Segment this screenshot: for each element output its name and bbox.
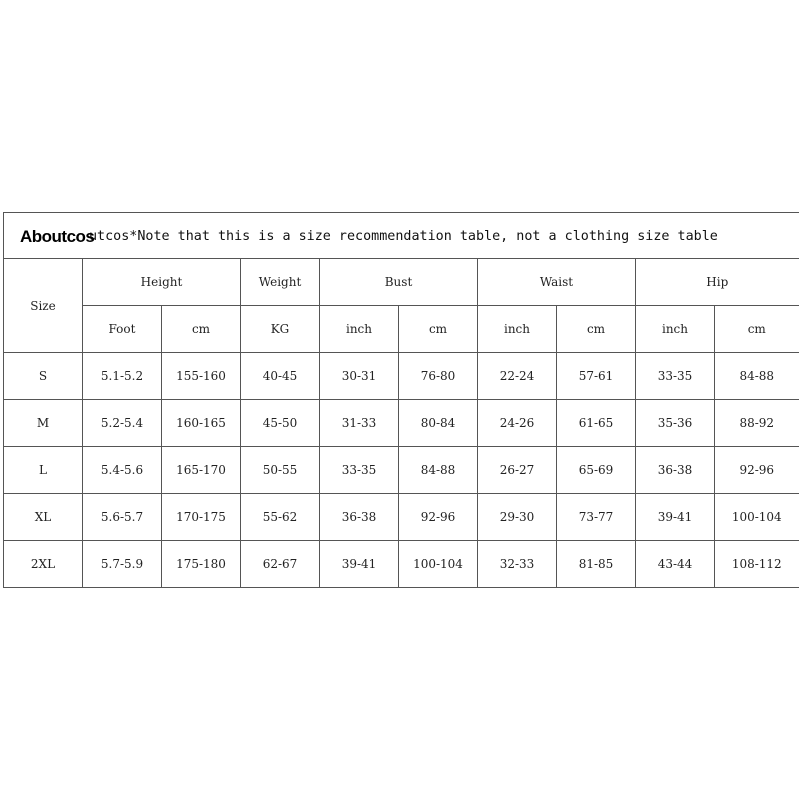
cell-bust-inch: 36-38 — [320, 494, 399, 541]
unit-height-foot: Foot — [83, 306, 162, 353]
cell-height-cm: 160-165 — [162, 400, 241, 447]
cell-bust-inch: 39-41 — [320, 541, 399, 588]
cell-waist-inch: 22-24 — [478, 353, 557, 400]
cell-waist-cm: 65-69 — [557, 447, 636, 494]
cell-size: L — [4, 447, 83, 494]
size-chart-table — [3, 212, 799, 588]
cell-hip-inch: 39-41 — [636, 494, 715, 541]
cell-kg: 45-50 — [241, 400, 320, 447]
cell-waist-inch: 26-27 — [478, 447, 557, 494]
unit-bust-inch: inch — [320, 306, 399, 353]
header-row-units — [4, 306, 799, 353]
header-hip: Hip — [636, 259, 799, 306]
table-row — [4, 447, 799, 494]
unit-height-cm: cm — [162, 306, 241, 353]
cell-waist-inch: 29-30 — [478, 494, 557, 541]
cell-bust-cm: 76-80 — [399, 353, 478, 400]
brand-logo: Aboutcos — [20, 227, 95, 246]
header-bust: Bust — [320, 259, 478, 306]
table-row — [4, 400, 799, 447]
cell-bust-cm: 84-88 — [399, 447, 478, 494]
unit-waist-inch: inch — [478, 306, 557, 353]
note-row — [4, 213, 799, 259]
cell-size: M — [4, 400, 83, 447]
cell-hip-inch: 35-36 — [636, 400, 715, 447]
header-height: Height — [83, 259, 241, 306]
cell-hip-cm: 100-104 — [715, 494, 799, 541]
cell-waist-cm: 57-61 — [557, 353, 636, 400]
unit-waist-cm: cm — [557, 306, 636, 353]
cell-bust-cm: 100-104 — [399, 541, 478, 588]
cell-hip-inch: 43-44 — [636, 541, 715, 588]
cell-height-cm: 155-160 — [162, 353, 241, 400]
cell-height-cm: 165-170 — [162, 447, 241, 494]
table-row — [4, 541, 799, 588]
cell-hip-inch: 36-38 — [636, 447, 715, 494]
cell-height-cm: 170-175 — [162, 494, 241, 541]
header-weight: Weight — [241, 259, 320, 306]
table-row — [4, 353, 799, 400]
table-row — [4, 494, 799, 541]
cell-foot: 5.4-5.6 — [83, 447, 162, 494]
cell-hip-inch: 33-35 — [636, 353, 715, 400]
cell-waist-cm: 61-65 — [557, 400, 636, 447]
cell-bust-inch: 30-31 — [320, 353, 399, 400]
cell-kg: 55-62 — [241, 494, 320, 541]
cell-foot: 5.7-5.9 — [83, 541, 162, 588]
cell-bust-cm: 80-84 — [399, 400, 478, 447]
cell-waist-inch: 32-33 — [478, 541, 557, 588]
note-text: utcos*Note that this is a size recommendation table, not a clothing size table — [89, 229, 718, 244]
cell-hip-cm: 108-112 — [715, 541, 799, 588]
unit-hip-inch: inch — [636, 306, 715, 353]
cell-foot: 5.2-5.4 — [83, 400, 162, 447]
cell-bust-cm: 92-96 — [399, 494, 478, 541]
unit-hip-cm: cm — [715, 306, 799, 353]
unit-weight-kg: KG — [241, 306, 320, 353]
cell-size: S — [4, 353, 83, 400]
cell-bust-inch: 31-33 — [320, 400, 399, 447]
cell-size: XL — [4, 494, 83, 541]
cell-foot: 5.6-5.7 — [83, 494, 162, 541]
cell-size: 2XL — [4, 541, 83, 588]
cell-foot: 5.1-5.2 — [83, 353, 162, 400]
cell-waist-cm: 73-77 — [557, 494, 636, 541]
cell-kg: 50-55 — [241, 447, 320, 494]
cell-kg: 62-67 — [241, 541, 320, 588]
cell-bust-inch: 33-35 — [320, 447, 399, 494]
note-cell — [4, 213, 799, 259]
cell-hip-cm: 84-88 — [715, 353, 799, 400]
cell-hip-cm: 92-96 — [715, 447, 799, 494]
cell-height-cm: 175-180 — [162, 541, 241, 588]
cell-kg: 40-45 — [241, 353, 320, 400]
header-row-main — [4, 259, 799, 306]
header-waist: Waist — [478, 259, 636, 306]
cell-hip-cm: 88-92 — [715, 400, 799, 447]
header-size: Size — [4, 259, 83, 353]
cell-waist-cm: 81-85 — [557, 541, 636, 588]
unit-bust-cm: cm — [399, 306, 478, 353]
cell-waist-inch: 24-26 — [478, 400, 557, 447]
